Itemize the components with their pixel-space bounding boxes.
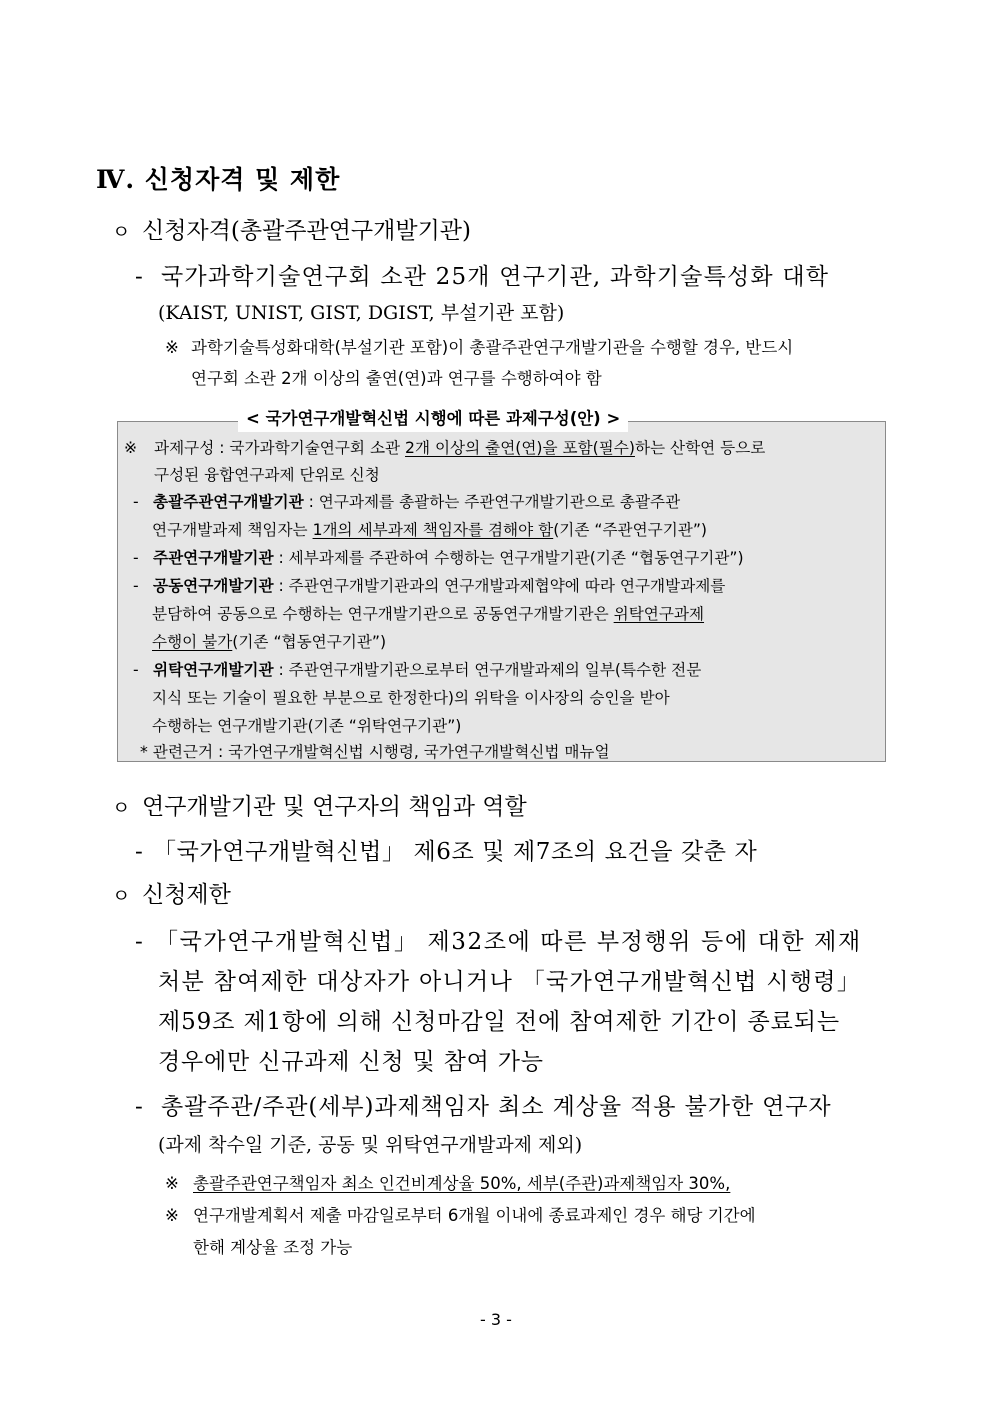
eligibility-item1-line2: (KAIST, UNIST, GIST, DGIST, 부설기관 포함) — [158, 302, 565, 324]
box-row-7 — [152, 602, 704, 624]
box-underlined-text: 2개 이상의 출연(연)을 포함(필수) — [405, 439, 635, 457]
restriction-note2-row — [165, 1202, 756, 1226]
reference-mark-icon: ※ — [124, 439, 138, 457]
box-underlined-text: 1개의 세부과제 책임자를 겸해야 함 — [312, 521, 554, 539]
box-text: : 연구과제를 총괄하는 주관연구개발기관으로 총괄주관 — [303, 493, 681, 511]
eligibility-item1-line1: 국가과학기술연구회 소관 25개 연구기관, 과학기술특성화 대학 — [161, 264, 830, 290]
box-row-12: * 관련근거 : 국가연구개발혁신법 시행령, 국가연구개발혁신법 매뉴얼 — [140, 743, 610, 761]
responsibility-item1: 「국가연구개발혁신법」 제6조 및 제7조의 요건을 갖춘 자 — [153, 839, 758, 865]
reference-mark-icon: ※ — [165, 338, 179, 357]
box-row-4 — [152, 518, 707, 540]
restriction-note2-line1: 연구개발계획서 제출 마감일로부터 6개월 이내에 종료과제인 경우 해당 기간에 — [193, 1206, 756, 1225]
restriction-heading: 신청제한 — [142, 882, 231, 908]
box-row-8 — [152, 630, 386, 652]
box-text: 연구개발과제 책임자는 — [152, 521, 313, 539]
box-text: : 주관연구개발기관으로부터 연구개발과제의 일부(특수한 전문 — [273, 661, 702, 679]
box-underlined-text: 위탁연구과제 — [613, 605, 705, 623]
eligibility-note-row — [165, 334, 793, 358]
eligibility-heading-row — [112, 212, 471, 245]
dash-bullet-icon: - — [133, 493, 139, 511]
restriction-item2-row — [135, 1088, 832, 1121]
box-text: : 세부과제를 주관하여 수행하는 연구개발기관(기존 “협동연구기관”) — [273, 549, 744, 567]
box-text: 하는 산학연 등으로 — [634, 439, 766, 457]
restriction-item1-row — [135, 923, 862, 956]
eligibility-heading: 신청자격(총괄주관연구개발기관) — [142, 218, 471, 244]
restriction-item1-line3: 제59조 제1항에 의해 신청마감일 전에 참여제한 기간이 종료되는 — [158, 1009, 841, 1035]
role-term: 위탁연구개발기관 — [153, 661, 274, 679]
restriction-item1-line1: 「국가연구개발혁신법」 제32조에 따른 부정행위 등에 대한 제재 — [155, 929, 862, 955]
circle-bullet-icon: ㅇ — [112, 885, 131, 907]
box-row-1 — [124, 436, 765, 458]
reference-mark-icon: ※ — [165, 1206, 179, 1225]
circle-bullet-icon: ㅇ — [112, 797, 131, 819]
dash-bullet-icon: - — [133, 549, 139, 567]
box-text: (기존 “주관연구기관”) — [553, 521, 707, 539]
dash-bullet-icon: - — [135, 1094, 143, 1120]
responsibility-heading: 연구개발기관 및 연구자의 책임과 역할 — [142, 794, 527, 820]
box-row-9 — [133, 658, 701, 680]
responsibility-item-row — [135, 833, 757, 866]
role-term: 총괄주관연구개발기관 — [153, 493, 304, 511]
box-text: 과제구성 : 국가과학기술연구회 소관 — [154, 439, 406, 457]
dash-bullet-icon: - — [133, 577, 139, 595]
role-term: 공동연구개발기관 — [153, 577, 274, 595]
eligibility-note-line1: 과학기술특성화대학(부설기관 포함)이 총괄주관연구개발기관을 수행할 경우, 반드시 — [191, 338, 794, 357]
box-row-2: 구성된 융합연구과제 단위로 신청 — [154, 466, 380, 484]
box-title: < 국가연구개발혁신법 시행에 따른 과제구성(안) > — [238, 406, 628, 432]
box-text: 분담하여 공동으로 수행하는 연구개발기관으로 공동연구개발기관은 — [152, 605, 614, 623]
dash-bullet-icon: - — [135, 264, 143, 290]
box-text: (기존 “협동연구기관”) — [232, 633, 387, 651]
box-text: : 주관연구개발기관과의 연구개발과제협약에 따라 연구개발과제를 — [273, 577, 726, 595]
box-row-10: 지식 또는 기술이 필요한 부분으로 한정한다)의 위탁을 이사장의 승인을 받아 — [152, 689, 670, 707]
reference-mark-icon: ※ — [165, 1174, 179, 1193]
restriction-note2-line2: 한해 계상율 조정 가능 — [193, 1238, 353, 1257]
dash-bullet-icon: - — [135, 929, 143, 955]
box-row-3 — [133, 490, 680, 512]
restriction-item2-line2: (과제 착수일 기준, 공동 및 위탁연구개발과제 제외) — [158, 1134, 583, 1156]
eligibility-note-line2: 연구회 소관 2개 이상의 출연(연)과 연구를 수행하여야 함 — [191, 369, 602, 388]
responsibility-heading-row — [112, 788, 527, 821]
circle-bullet-icon: ㅇ — [112, 221, 131, 243]
restriction-note1: 총괄주관연구책임자 최소 인건비계상율 50%, 세부(주관)과제책임자 30%, — [193, 1174, 731, 1193]
dash-bullet-icon: - — [135, 839, 143, 865]
box-row-5 — [133, 546, 744, 568]
section-title: Ⅳ. 신청자격 및 제한 — [96, 165, 341, 194]
restriction-heading-row — [112, 876, 231, 909]
restriction-item2-line1: 총괄주관/주관(세부)과제책임자 최소 계상율 적용 불가한 연구자 — [161, 1094, 832, 1120]
box-row-6 — [133, 574, 725, 596]
restriction-item1-line2: 처분 참여제한 대상자가 아니거나 「국가연구개발혁신법 시행령」 — [158, 969, 862, 995]
box-underlined-text: 수행이 불가 — [152, 633, 233, 651]
restriction-item1-line4: 경우에만 신규과제 신청 및 참여 가능 — [158, 1049, 544, 1075]
restriction-note1-row — [165, 1170, 742, 1194]
role-term: 주관연구개발기관 — [153, 549, 274, 567]
box-row-11: 수행하는 연구개발기관(기존 “위탁연구기관”) — [152, 717, 462, 735]
eligibility-item-row — [135, 258, 829, 291]
dash-bullet-icon: - — [133, 661, 139, 679]
page-number: - 3 - — [480, 1310, 512, 1329]
